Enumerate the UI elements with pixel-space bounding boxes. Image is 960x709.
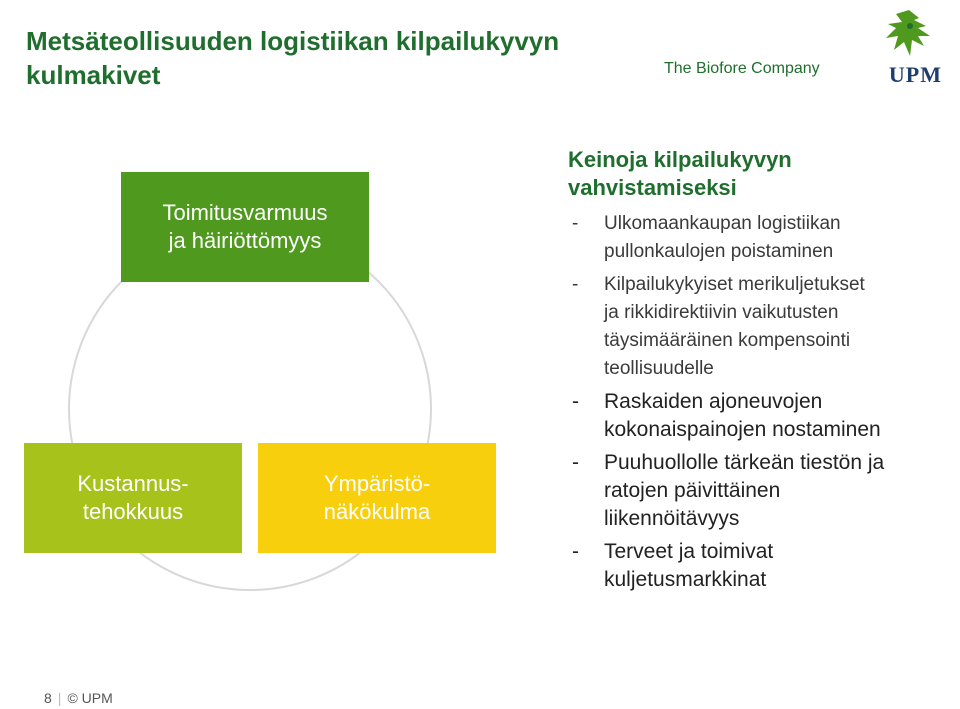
footer [44, 690, 113, 706]
bullet-dash: - [572, 390, 579, 413]
bullet-dash: - [572, 540, 579, 563]
bullet-text: Puuhuollolle tärkeän tiestön ja ratojen päivittäinen liikennöitävyys [604, 451, 885, 530]
bullet-dash: - [572, 274, 579, 295]
box-delivery-reliability [121, 172, 369, 282]
bullet-text: Terveet ja toimivat kuljetusmarkkinat [604, 540, 774, 591]
box-label: Kustannus- tehokkuus [77, 471, 189, 524]
box-cost-efficiency [24, 443, 242, 553]
griffin-icon [874, 6, 944, 62]
list-item [568, 538, 948, 594]
box-environment [258, 443, 496, 553]
measures-panel [568, 146, 948, 599]
tagline: The Biofore Company [664, 60, 820, 77]
panel-title: Keinoja kilpailukyvyn vahvistamiseksi [568, 147, 792, 200]
box-label: Ympäristö- näkökulma [323, 471, 431, 524]
bullet-list [568, 210, 948, 594]
logo-text: UPM [888, 62, 942, 87]
list-item [568, 271, 948, 383]
bullet-text: Raskaiden ajoneuvojen kokonaispainojen nostaminen [604, 390, 881, 441]
bullet-dash: - [572, 213, 579, 234]
footer-separator: | [57, 690, 62, 706]
upm-logo [874, 6, 944, 86]
page-number: 8 [44, 690, 52, 706]
list-item [568, 449, 948, 533]
brand-area [664, 6, 944, 87]
bullet-text: Ulkomaankaupan logistiikan pullonkaulojen poistaminen [604, 213, 841, 262]
box-label: Toimitusvarmuus ja häiriöttömyys [162, 200, 328, 253]
page-title: Metsäteollisuuden logistiikan kilpailukyvyn kulmakivet [26, 26, 560, 90]
bullet-text: Kilpailukykyiset merikuljetukset ja rikkidirektiivin vaikutusten täysimääräinen kompensointi teollisuudelle [604, 274, 865, 379]
copyright: © UPM [67, 690, 113, 706]
list-item [568, 388, 948, 444]
bullet-dash: - [572, 451, 579, 474]
list-item [568, 210, 948, 266]
